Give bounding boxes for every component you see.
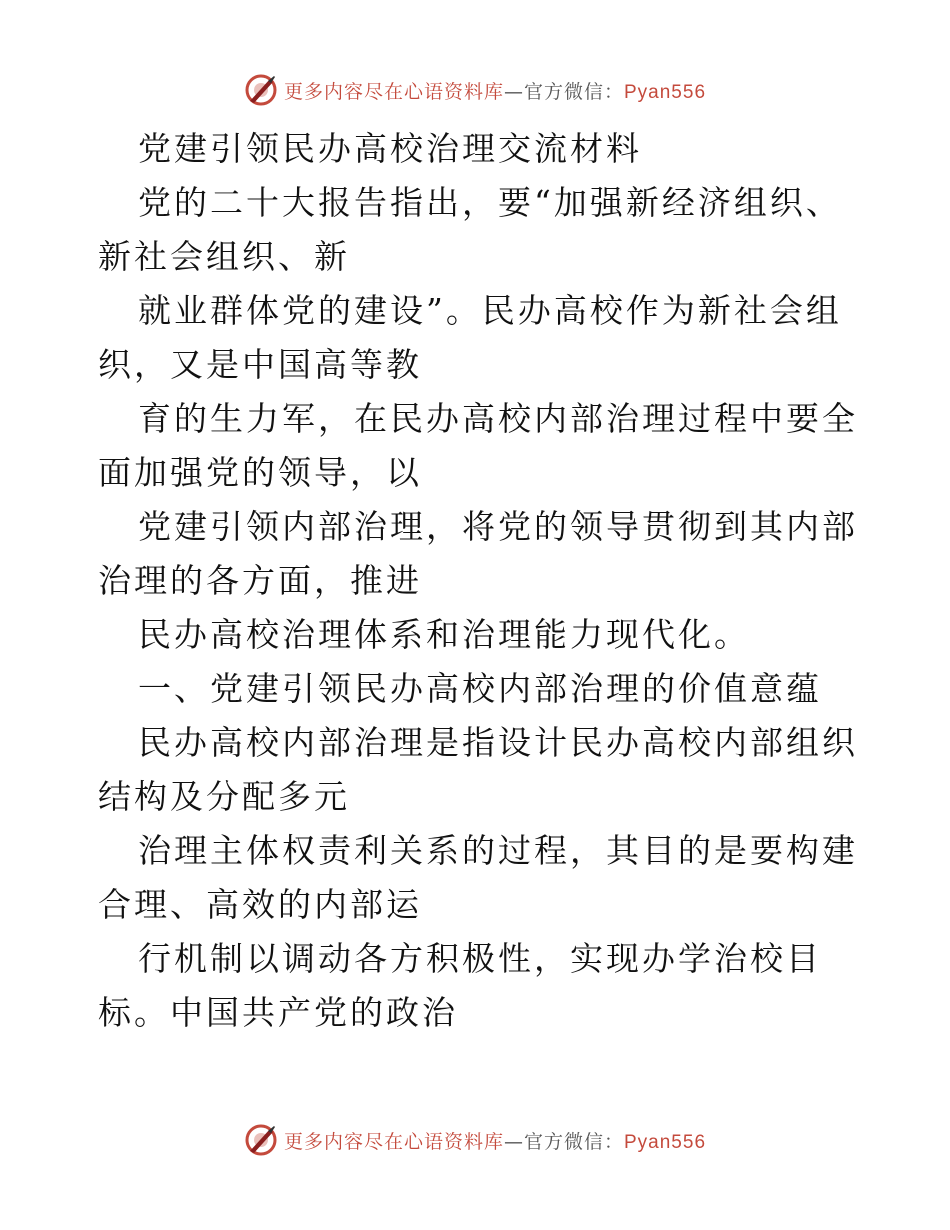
paragraph: 民办高校治理体系和治理能力现代化。 [138,615,750,654]
watermark-text: 更多内容尽在心语资料库—官方微信：Pyan556 [283,80,707,103]
watermark-text: 更多内容尽在心语资料库—官方微信：Pyan556 [283,1130,707,1153]
paragraph: 党的二十大报告指出，要“加强新经济组织、新社会组织、新 [98,183,842,276]
section-heading: 一、党建引领民办高校内部治理的价值意蕴 [138,669,822,708]
document-body [98,122,858,1040]
paragraph: 行机制以调动各方积极性，实现办学治校目标。中国共产党的政治 [98,939,822,1032]
footer-watermark [0,1120,950,1160]
paragraph: 就业群体党的建设”。民办高校作为新社会组织，又是中国高等教 [98,291,842,384]
header-watermark [0,70,950,110]
quill-logo-icon [244,1123,278,1157]
paragraph: 党建引领内部治理，将党的领导贯彻到其内部治理的各方面，推进 [98,507,858,600]
paragraph: 民办高校内部治理是指设计民办高校内部组织结构及分配多元 [98,723,858,816]
document-title: 党建引领民办高校治理交流材料 [138,129,642,168]
paragraph: 育的生力军，在民办高校内部治理过程中要全面加强党的领导，以 [98,399,858,492]
paragraph: 治理主体权责利关系的过程，其目的是要构建合理、高效的内部运 [98,831,858,924]
quill-logo-icon [244,73,278,107]
